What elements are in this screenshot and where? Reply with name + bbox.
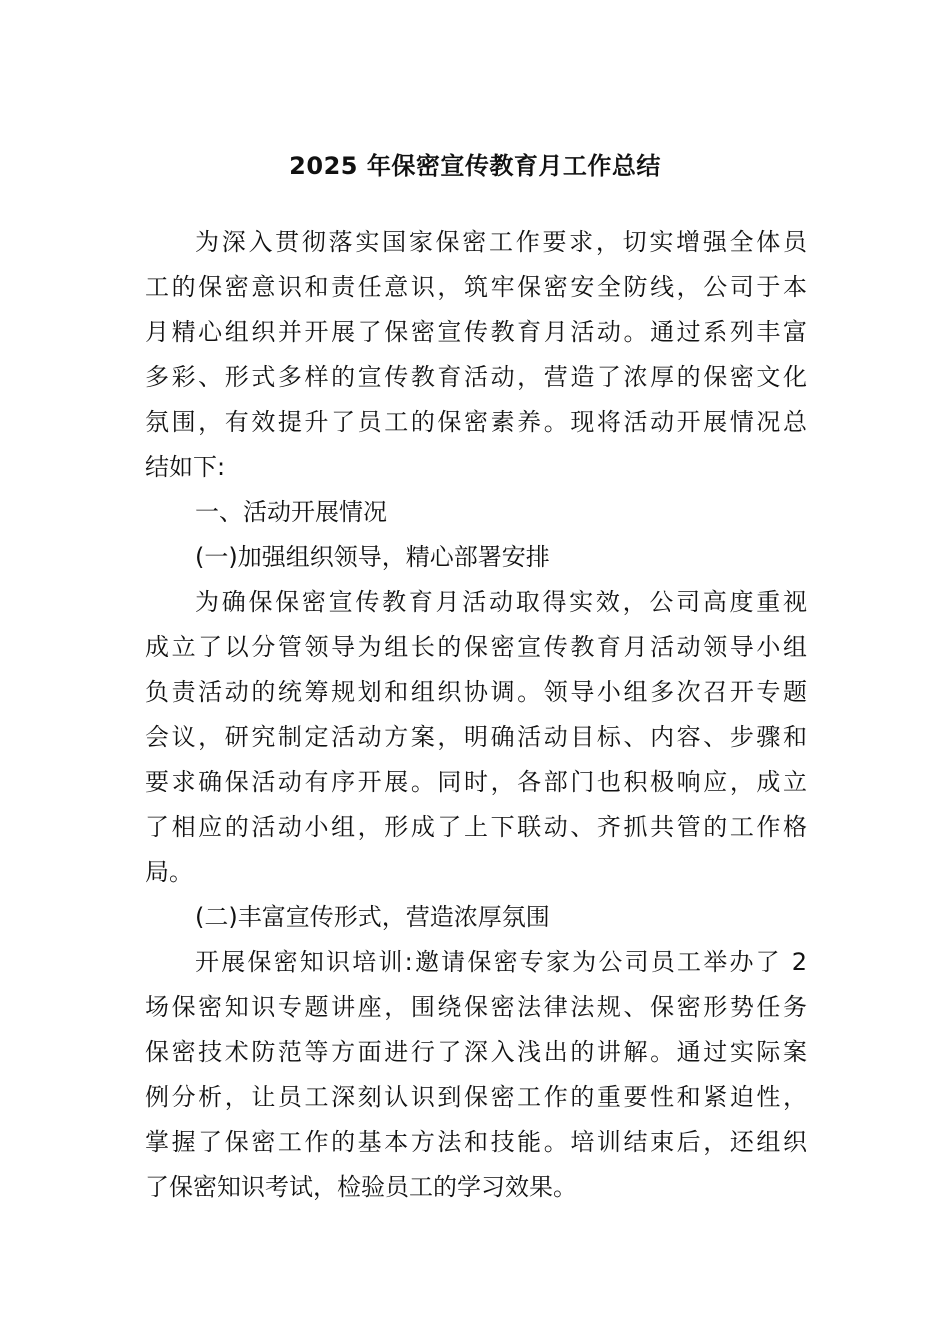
document-title: 2025 年保密宣传教育月工作总结 bbox=[289, 152, 661, 180]
paragraph-line: 结如下: bbox=[145, 453, 226, 481]
section-heading: 一、活动开展情况 bbox=[195, 498, 387, 526]
paragraph-line: 多彩、形式多样的宣传教育活动，营造了浓厚的保密文化 bbox=[145, 363, 807, 391]
paragraph-line: 要求确保活动有序开展。同时，各部门也积极响应，成立 bbox=[145, 768, 807, 796]
paragraph-line: 为确保保密宣传教育月活动取得实效，公司高度重视 bbox=[195, 588, 807, 616]
paragraph-line: 工的保密意识和责任意识，筑牢保密安全防线，公司于本 bbox=[145, 273, 807, 301]
paragraph-line: 场保密知识专题讲座，围绕保密法律法规、保密形势任务 bbox=[145, 993, 807, 1021]
paragraph-line: 成立了以分管领导为组长的保密宣传教育月活动领导小组 bbox=[145, 633, 807, 661]
paragraph-line: 了保密知识考试，检验员工的学习效果。 bbox=[145, 1173, 577, 1201]
paragraph-line: 氛围，有效提升了员工的保密素养。现将活动开展情况总 bbox=[145, 408, 807, 436]
paragraph-line: 了相应的活动小组，形成了上下联动、齐抓共管的工作格 bbox=[145, 813, 807, 841]
paragraph-line: 例分析，让员工深刻认识到保密工作的重要性和紧迫性， bbox=[145, 1083, 807, 1111]
paragraph-line: 开展保密知识培训:邀请保密专家为公司员工举办了 2 bbox=[195, 948, 807, 976]
paragraph-line: 月精心组织并开展了保密宣传教育月活动。通过系列丰富 bbox=[145, 318, 807, 346]
paragraph-line: 会议，研究制定活动方案，明确活动目标、内容、步骤和 bbox=[145, 723, 807, 751]
paragraph-line: 局。 bbox=[145, 858, 193, 886]
paragraph-line: 保密技术防范等方面进行了深入浅出的讲解。通过实际案 bbox=[145, 1038, 807, 1066]
document-body bbox=[145, 220, 807, 1210]
paragraph-line: 负责活动的统筹规划和组织协调。领导小组多次召开专题 bbox=[145, 678, 807, 706]
subsection-heading: (一)加强组织领导，精心部署安排 bbox=[195, 543, 550, 571]
subsection-heading: (二)丰富宣传形式，营造浓厚氛围 bbox=[195, 903, 550, 931]
paragraph-line: 为深入贯彻落实国家保密工作要求，切实增强全体员 bbox=[195, 228, 807, 256]
paragraph-line: 掌握了保密工作的基本方法和技能。培训结束后，还组织 bbox=[145, 1128, 807, 1156]
